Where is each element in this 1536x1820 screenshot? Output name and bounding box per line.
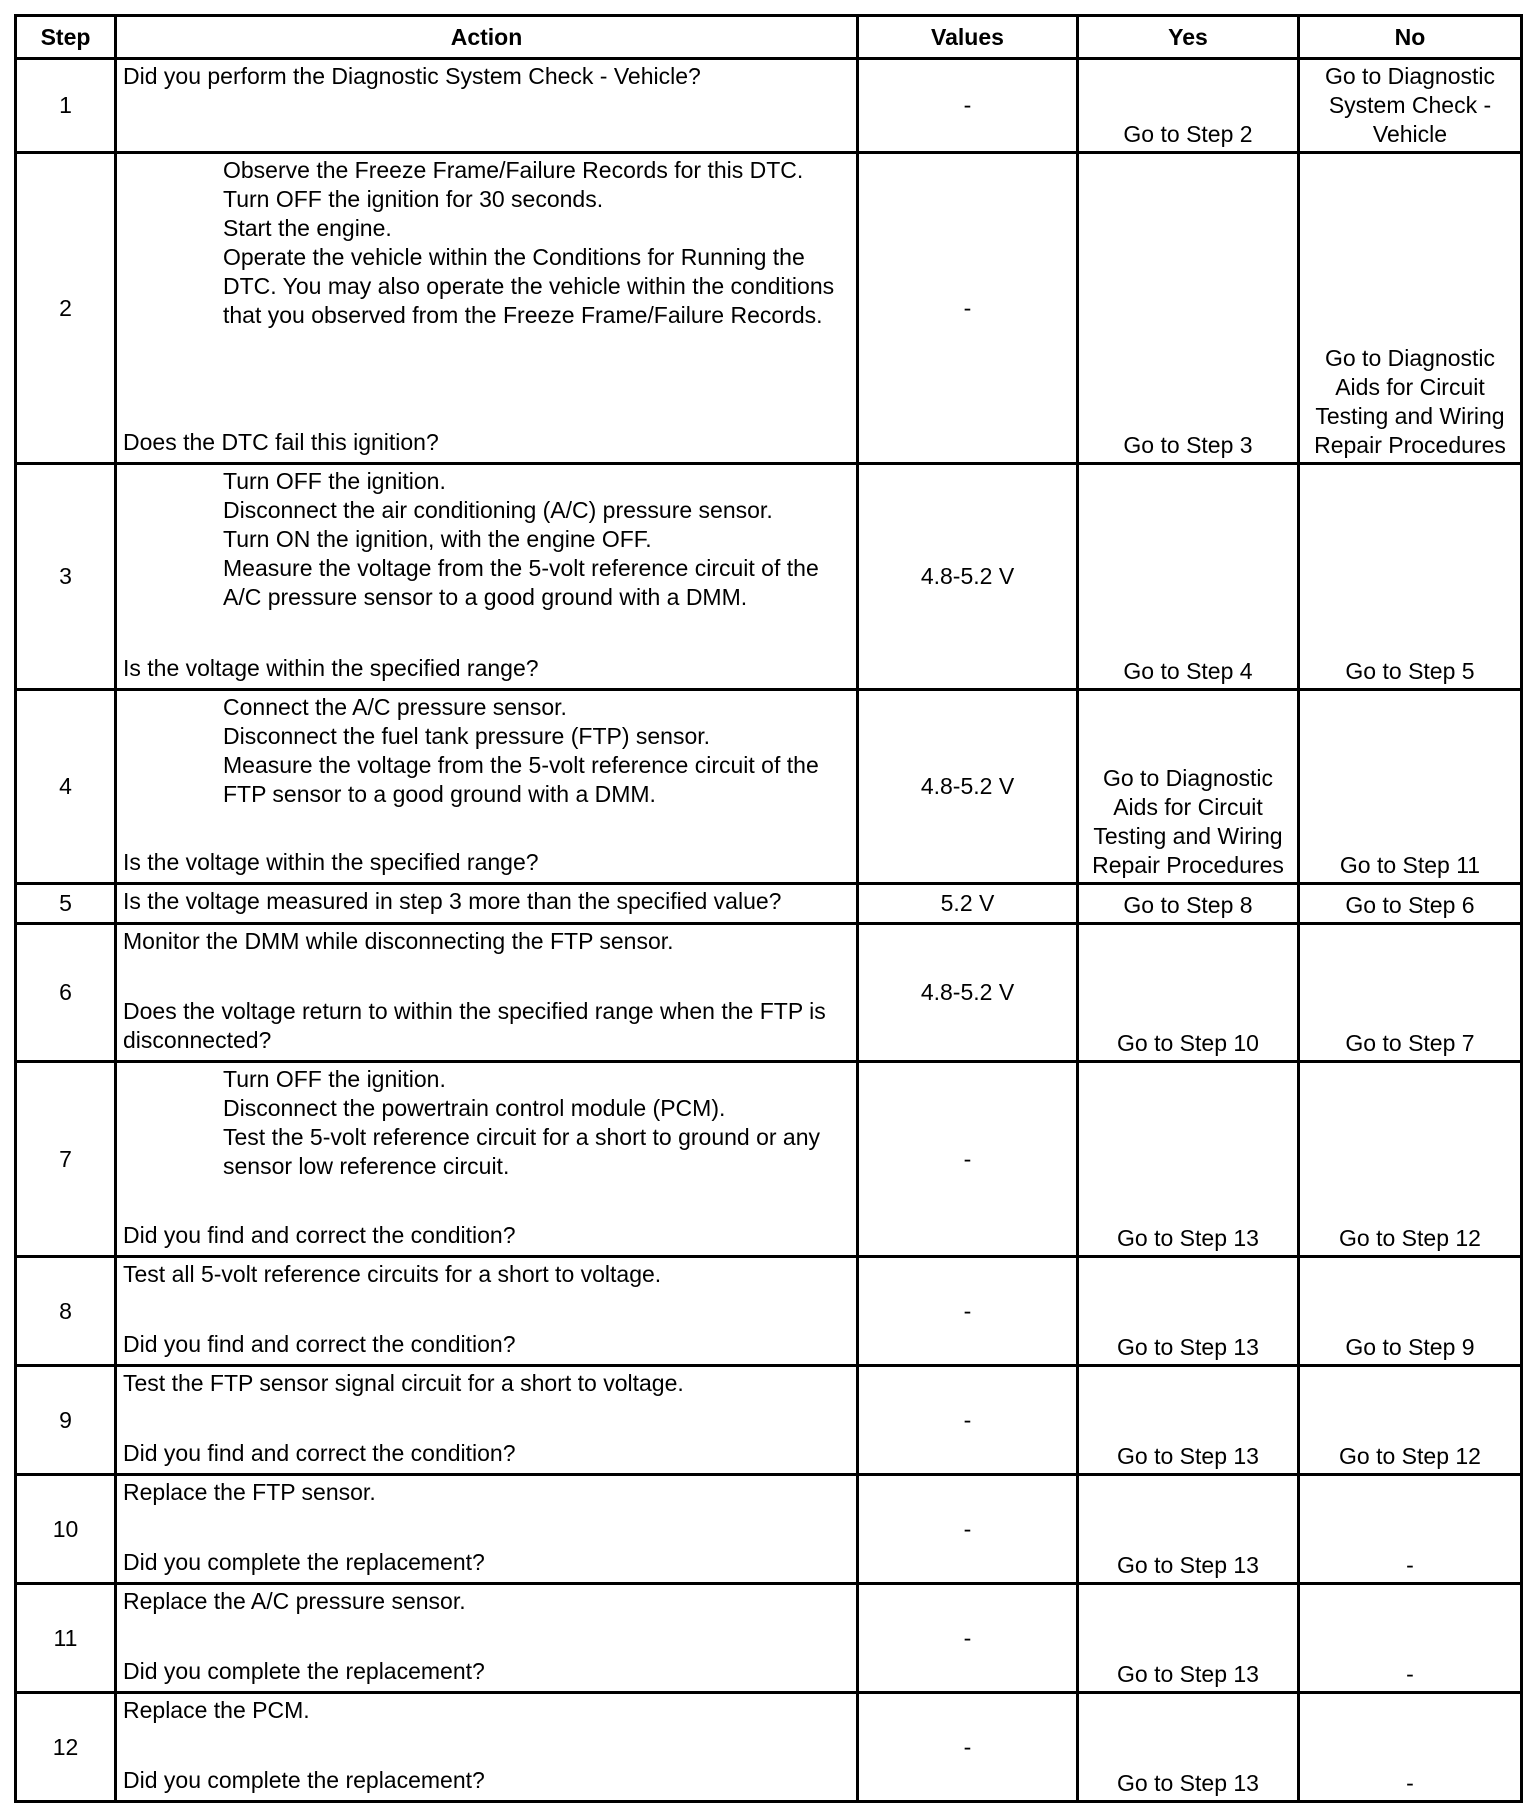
action-top	[123, 1587, 850, 1616]
values-cell: -	[858, 1475, 1078, 1584]
action-top	[123, 62, 850, 91]
table-row	[16, 1257, 1522, 1366]
no-text: Go to Step 6	[1345, 892, 1475, 918]
step-number: 10	[16, 1475, 116, 1584]
yes-text: Go to Step 2	[1123, 121, 1253, 147]
no-cell	[1299, 1475, 1522, 1584]
action-content	[123, 887, 850, 917]
no-text: Go to Step 11	[1339, 852, 1481, 878]
no-cell	[1299, 464, 1522, 690]
action-cell	[116, 1584, 858, 1693]
header-step: Step	[16, 16, 116, 59]
yes-cell	[1078, 464, 1299, 690]
action-intro: Monitor the DMM while disconnecting the FTP sensor.	[123, 928, 674, 954]
no-cell	[1299, 884, 1522, 924]
diagnostic-table	[14, 14, 1523, 1803]
yes-cell	[1078, 59, 1299, 153]
action-question: Does the voltage return to within the specified range when the FTP is disconnected?	[123, 998, 826, 1053]
values-cell: -	[858, 153, 1078, 464]
action-cell	[116, 464, 858, 690]
instruction-item: Test the 5-volt reference circuit for a short to ground or any sensor low reference circuit.	[223, 1124, 821, 1179]
action-cell	[116, 1366, 858, 1475]
action-content	[123, 156, 850, 457]
action-cell	[116, 924, 858, 1062]
instruction-item: Measure the voltage from the 5-volt reference circuit of the FTP sensor to a good ground with a DMM.	[223, 752, 819, 807]
yes-text: Go to Step 4	[1123, 658, 1253, 684]
header-values: Values	[858, 16, 1078, 59]
step-number: 7	[16, 1062, 116, 1257]
action-top	[123, 1696, 850, 1725]
instruction-item: Measure the voltage from the 5-volt reference circuit of the A/C pressure sensor to a good ground with a DMM.	[223, 555, 819, 610]
instruction-item: Disconnect the powertrain control module (PCM).	[223, 1095, 726, 1121]
no-text: Go to Step 12	[1339, 1225, 1481, 1251]
instruction-item: Turn OFF the ignition.	[223, 1066, 446, 1092]
action-cell	[116, 1062, 858, 1257]
action-intro: Test all 5-volt reference circuits for a short to voltage.	[123, 1261, 662, 1287]
no-text: Go to Step 9	[1345, 1334, 1475, 1360]
instruction-item: Turn OFF the ignition for 30 seconds.	[223, 186, 604, 212]
table-row	[16, 1584, 1522, 1693]
instruction-item: Connect the A/C pressure sensor.	[223, 694, 567, 720]
action-top	[123, 156, 850, 330]
yes-cell	[1078, 1693, 1299, 1802]
action-top	[123, 1260, 850, 1289]
action-cell	[116, 59, 858, 153]
yes-cell	[1078, 1475, 1299, 1584]
instruction-item: Disconnect the fuel tank pressure (FTP) sensor.	[223, 723, 711, 749]
no-cell	[1299, 1366, 1522, 1475]
action-question: Does the DTC fail this ignition?	[123, 429, 439, 455]
action-top	[123, 693, 850, 809]
action-content	[123, 467, 850, 683]
no-text: Go to Diagnostic System Check - Vehicle	[1324, 63, 1496, 147]
values-cell: -	[858, 59, 1078, 153]
action-top	[123, 467, 850, 612]
table-row	[16, 1693, 1522, 1802]
action-content	[123, 1478, 850, 1577]
yes-cell	[1078, 1062, 1299, 1257]
action-question: Did you find and correct the condition?	[123, 1440, 516, 1466]
no-cell	[1299, 59, 1522, 153]
values-cell: -	[858, 1062, 1078, 1257]
step-number: 11	[16, 1584, 116, 1693]
yes-cell	[1078, 1584, 1299, 1693]
instruction-item: Disconnect the air conditioning (A/C) pressure sensor.	[223, 497, 773, 523]
no-text: -	[1406, 1770, 1414, 1796]
action-cell	[116, 1257, 858, 1366]
action-intro: Is the voltage measured in step 3 more than the specified value?	[123, 888, 782, 914]
action-content	[123, 1065, 850, 1250]
table-row	[16, 1366, 1522, 1475]
action-content	[123, 1587, 850, 1686]
yes-cell	[1078, 884, 1299, 924]
action-content	[123, 1260, 850, 1359]
no-text: Go to Step 7	[1345, 1030, 1475, 1056]
table-row	[16, 153, 1522, 464]
step-number: 8	[16, 1257, 116, 1366]
action-question: Is the voltage within the specified range?	[123, 655, 539, 681]
action-content	[123, 1696, 850, 1795]
no-cell	[1299, 1257, 1522, 1366]
action-cell	[116, 690, 858, 884]
table-row	[16, 884, 1522, 924]
instruction-item: Turn OFF the ignition.	[223, 468, 446, 494]
action-question: Did you find and correct the condition?	[123, 1222, 516, 1248]
header-no: No	[1299, 16, 1522, 59]
values-cell: 4.8-5.2 V	[858, 690, 1078, 884]
step-number: 2	[16, 153, 116, 464]
instruction-list	[123, 467, 850, 612]
action-question: Is the voltage within the specified range?	[123, 849, 539, 875]
no-text: -	[1406, 1552, 1414, 1578]
instruction-item: Turn ON the ignition, with the engine OFF.	[223, 526, 652, 552]
action-cell	[116, 1693, 858, 1802]
no-cell	[1299, 690, 1522, 884]
values-cell: 4.8-5.2 V	[858, 464, 1078, 690]
table-row	[16, 59, 1522, 153]
action-top	[123, 927, 850, 956]
yes-text: Go to Step 8	[1123, 892, 1253, 918]
action-content	[123, 62, 850, 146]
values-cell: -	[858, 1257, 1078, 1366]
action-intro: Test the FTP sensor signal circuit for a short to voltage.	[123, 1370, 684, 1396]
action-top	[123, 1369, 850, 1398]
action-content	[123, 927, 850, 1055]
header-yes: Yes	[1078, 16, 1299, 59]
table-body	[16, 59, 1522, 1802]
no-cell	[1299, 1693, 1522, 1802]
yes-cell	[1078, 1257, 1299, 1366]
no-cell	[1299, 1584, 1522, 1693]
step-number: 6	[16, 924, 116, 1062]
action-intro: Replace the FTP sensor.	[123, 1479, 376, 1505]
action-question: Did you complete the replacement?	[123, 1658, 485, 1684]
yes-cell	[1078, 153, 1299, 464]
instruction-item: Start the engine.	[223, 215, 392, 241]
instruction-list	[123, 156, 850, 330]
action-top	[123, 1065, 850, 1181]
action-intro: Replace the PCM.	[123, 1697, 310, 1723]
action-cell	[116, 153, 858, 464]
yes-text: Go to Step 13	[1117, 1661, 1259, 1687]
yes-cell	[1078, 1366, 1299, 1475]
header-action: Action	[116, 16, 858, 59]
table-row	[16, 1062, 1522, 1257]
no-text: -	[1406, 1661, 1414, 1687]
action-intro: Did you perform the Diagnostic System Check - Vehicle?	[123, 63, 701, 89]
action-intro: Replace the A/C pressure sensor.	[123, 1588, 466, 1614]
step-number: 4	[16, 690, 116, 884]
no-text: Go to Step 5	[1345, 658, 1475, 684]
no-cell	[1299, 153, 1522, 464]
table-row	[16, 1475, 1522, 1584]
yes-text: Go to Step 13	[1117, 1770, 1259, 1796]
action-cell	[116, 1475, 858, 1584]
values-cell: 4.8-5.2 V	[858, 924, 1078, 1062]
yes-text: Go to Step 13	[1117, 1552, 1259, 1578]
values-cell: -	[858, 1584, 1078, 1693]
action-cell	[116, 884, 858, 924]
yes-cell	[1078, 690, 1299, 884]
action-content	[123, 1369, 850, 1468]
action-content	[123, 693, 850, 877]
step-number: 9	[16, 1366, 116, 1475]
action-question: Did you complete the replacement?	[123, 1767, 485, 1793]
no-cell	[1299, 924, 1522, 1062]
step-number: 3	[16, 464, 116, 690]
no-text: Go to Diagnostic Aids for Circuit Testing and Wiring Repair Procedures	[1314, 345, 1506, 458]
yes-text: Go to Step 13	[1117, 1334, 1259, 1360]
no-cell	[1299, 1062, 1522, 1257]
values-cell: -	[858, 1693, 1078, 1802]
instruction-list	[123, 1065, 850, 1181]
step-number: 12	[16, 1693, 116, 1802]
yes-text: Go to Step 13	[1117, 1443, 1259, 1469]
yes-text: Go to Step 3	[1123, 432, 1253, 458]
instruction-item: Operate the vehicle within the Conditions for Running the DTC. You may also operate the vehicle within the conditions that you observed from the Freeze Frame/Failure Records.	[223, 244, 835, 328]
table-row	[16, 690, 1522, 884]
step-number: 1	[16, 59, 116, 153]
instruction-item: Observe the Freeze Frame/Failure Records for this DTC.	[223, 157, 804, 183]
yes-text: Go to Step 13	[1117, 1225, 1259, 1251]
yes-text: Go to Step 10	[1117, 1030, 1259, 1056]
table-header-row	[16, 16, 1522, 59]
no-text: Go to Step 12	[1339, 1443, 1481, 1469]
yes-cell	[1078, 924, 1299, 1062]
action-top	[123, 887, 850, 916]
values-cell: 5.2 V	[858, 884, 1078, 924]
instruction-list	[123, 693, 850, 809]
action-question: Did you find and correct the condition?	[123, 1331, 516, 1357]
table-row	[16, 924, 1522, 1062]
action-top	[123, 1478, 850, 1507]
action-question: Did you complete the replacement?	[123, 1549, 485, 1575]
values-cell: -	[858, 1366, 1078, 1475]
table-row	[16, 464, 1522, 690]
yes-text: Go to Diagnostic Aids for Circuit Testing and Wiring Repair Procedures	[1092, 765, 1284, 878]
step-number: 5	[16, 884, 116, 924]
